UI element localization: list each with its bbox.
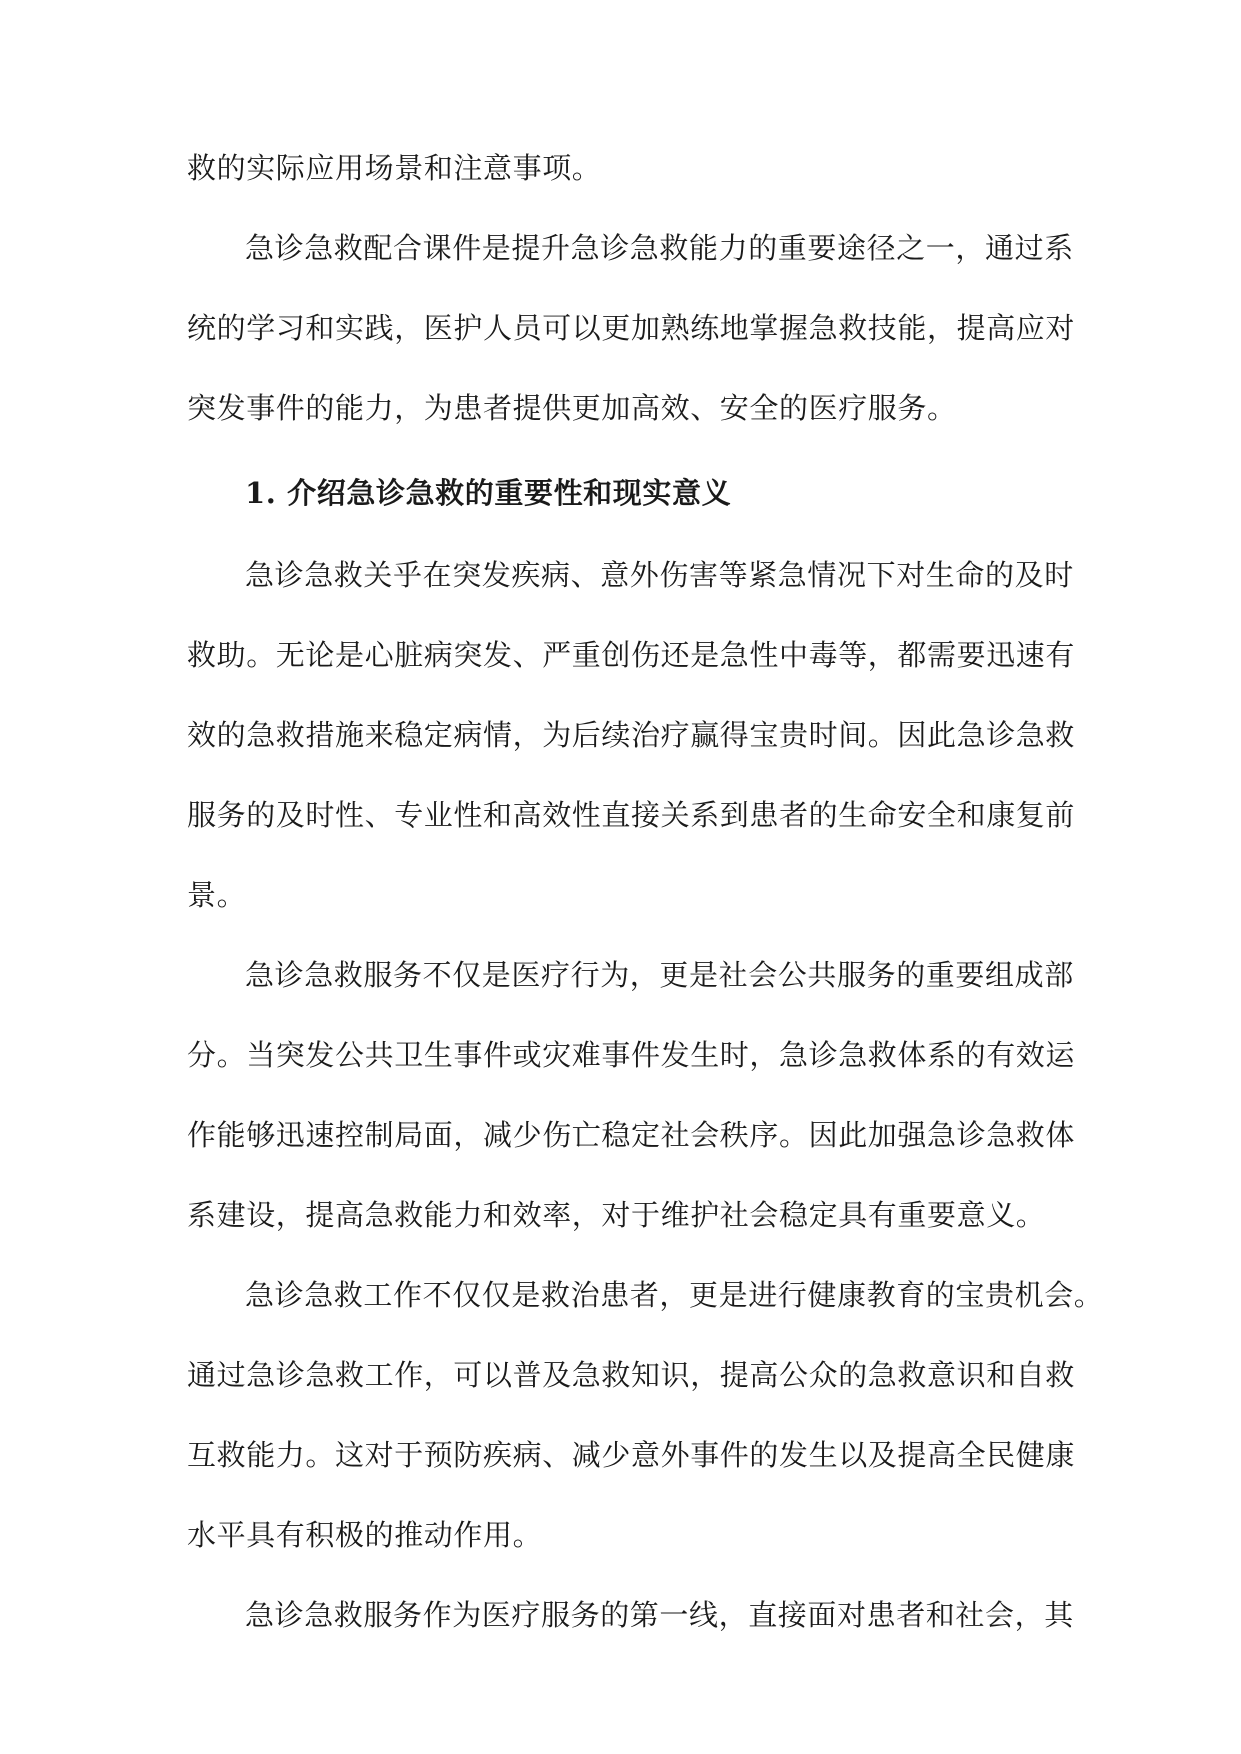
paragraph-line: 突发事件的能力，为患者提供更加高效、安全的医疗服务。	[187, 391, 957, 425]
paragraph-line: 服务的及时性、专业性和高效性直接关系到患者的生命安全和康复前	[187, 798, 1076, 832]
paragraph-line: 作能够迅速控制局面，减少伤亡稳定社会秩序。因此加强急诊急救体	[187, 1118, 1076, 1152]
paragraph-line: 互救能力。这对于预防疾病、减少意外事件的发生以及提高全民健康	[187, 1438, 1076, 1472]
paragraph-line: 统的学习和实践，医护人员可以更加熟练地掌握急救技能，提高应对	[187, 311, 1076, 345]
paragraph-line: 分。当突发公共卫生事件或灾难事件发生时，急诊急救体系的有效运	[187, 1038, 1076, 1072]
paragraph-line: 急诊急救服务作为医疗服务的第一线，直接面对患者和社会，其	[245, 1598, 1074, 1632]
paragraph-line: 水平具有积极的推动作用。	[187, 1518, 543, 1552]
paragraph-line: 救的实际应用场景和注意事项。	[187, 151, 602, 185]
paragraph-line: 急诊急救工作不仅仅是救治患者，更是进行健康教育的宝贵机会。	[245, 1278, 1104, 1312]
paragraph-line: 急诊急救关乎在突发疾病、意外伤害等紧急情况下对生命的及时	[245, 558, 1074, 592]
paragraph-line: 系建设，提高急救能力和效率，对于维护社会稳定具有重要意义。	[187, 1198, 1046, 1232]
paragraph-line: 急诊急救配合课件是提升急诊急救能力的重要途径之一，通过系	[245, 231, 1074, 265]
paragraph-line: 景。	[187, 878, 247, 912]
section-heading: 1. 介绍急诊急救的重要性和现实意义	[245, 476, 732, 510]
paragraph-line: 救助。无论是心脏病突发、严重创伤还是急性中毒等，都需要迅速有	[187, 638, 1076, 672]
paragraph-line: 效的急救措施来稳定病情，为后续治疗赢得宝贵时间。因此急诊急救	[187, 718, 1076, 752]
paragraph-line: 通过急诊急救工作，可以普及急救知识，提高公众的急救意识和自救	[187, 1358, 1076, 1392]
paragraph-line: 急诊急救服务不仅是医疗行为，更是社会公共服务的重要组成部	[245, 958, 1074, 992]
